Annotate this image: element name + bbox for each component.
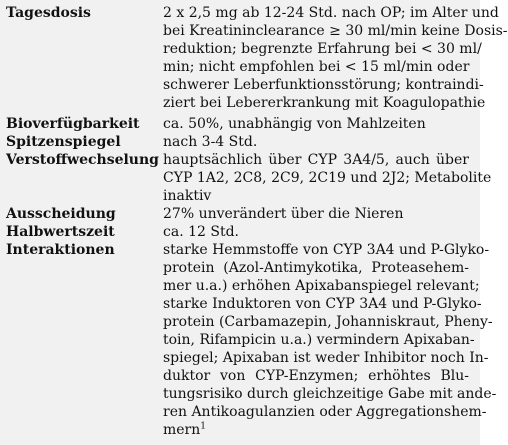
value-line: nach 3-4 Std. <box>163 134 258 150</box>
value-line: 27% unverändert über die Nieren <box>163 206 404 222</box>
row-value <box>163 115 469 133</box>
row-label: Tagesdosis <box>6 5 91 21</box>
value-line: starke Induktoren von CYP 3A4 und P-Glyko- <box>163 296 482 312</box>
row-label: Spitzenspiegel <box>6 134 121 150</box>
row-value <box>163 151 492 205</box>
row-value <box>163 133 469 151</box>
value-line: ren Antikoagulanzien oder Aggregationshem- <box>163 404 487 420</box>
value-line: ca. 50%, unabhängig von Mahlzeiten <box>163 116 426 132</box>
row-value <box>163 4 508 112</box>
row-value <box>163 223 469 241</box>
value-line: ca. 12 Std. <box>163 224 239 240</box>
row-value <box>163 241 497 439</box>
value-line: inaktiv <box>163 188 212 204</box>
value-line: mer u.a.) erhöhen Apixabanspiegel relevant; <box>163 278 480 294</box>
value-line: tungsrisiko durch gleichzeitige Gabe mit ande- <box>163 386 497 402</box>
value-line: hauptsächlich über CYP 3A4/5, auch über <box>163 152 469 168</box>
value-line: schwerer Leberfunktionsstörung; kontraindi- <box>163 77 484 93</box>
footnote-marker: 1 <box>200 421 207 432</box>
value-line: duktor von CYP-Enzymen; erhöhtes Blu- <box>163 368 469 384</box>
value-line: protein (Azol-Antimykotika, Proteasehem- <box>163 260 469 276</box>
row-label: Bioverfügbarkeit <box>6 116 140 132</box>
row-label: Verstoffwechselung <box>6 152 159 168</box>
value-line: 2 x 2,5 mg ab 12-24 Std. nach OP; im Alter und <box>163 5 499 21</box>
value-line: protein (Carbamazepin, Johanniskraut, Pheny- <box>163 314 493 330</box>
value-line: bei Kreatininclearance ≥ 30 ml/min keine Dosis- <box>163 23 508 39</box>
value-line-final <box>163 421 469 439</box>
value-line-text: mern <box>163 422 201 438</box>
value-line: spiegel; Apixaban ist weder Inhibitor noch In- <box>163 350 489 366</box>
row-label: Halbwertszeit <box>6 224 115 240</box>
value-line: ziert bei Lebererkrankung mit Koagulopathie <box>163 95 486 111</box>
row-label: Ausscheidung <box>6 206 116 222</box>
value-line: starke Hemmstoffe von CYP 3A4 und P-Glyko- <box>163 242 490 258</box>
row-value <box>163 205 469 223</box>
value-line: reduktion; begrenzte Erfahrung bei < 30 ml/ <box>163 41 482 57</box>
value-line: min; nicht empfohlen bei < 15 ml/min oder <box>163 59 470 75</box>
value-line: toin, Rifampicin u.a.) vermindern Apixaban- <box>163 332 475 348</box>
row-label: Interaktionen <box>6 242 115 258</box>
value-line: CYP 1A2, 2C8, 2C9, 2C19 und 2J2; Metabolite <box>163 170 492 186</box>
